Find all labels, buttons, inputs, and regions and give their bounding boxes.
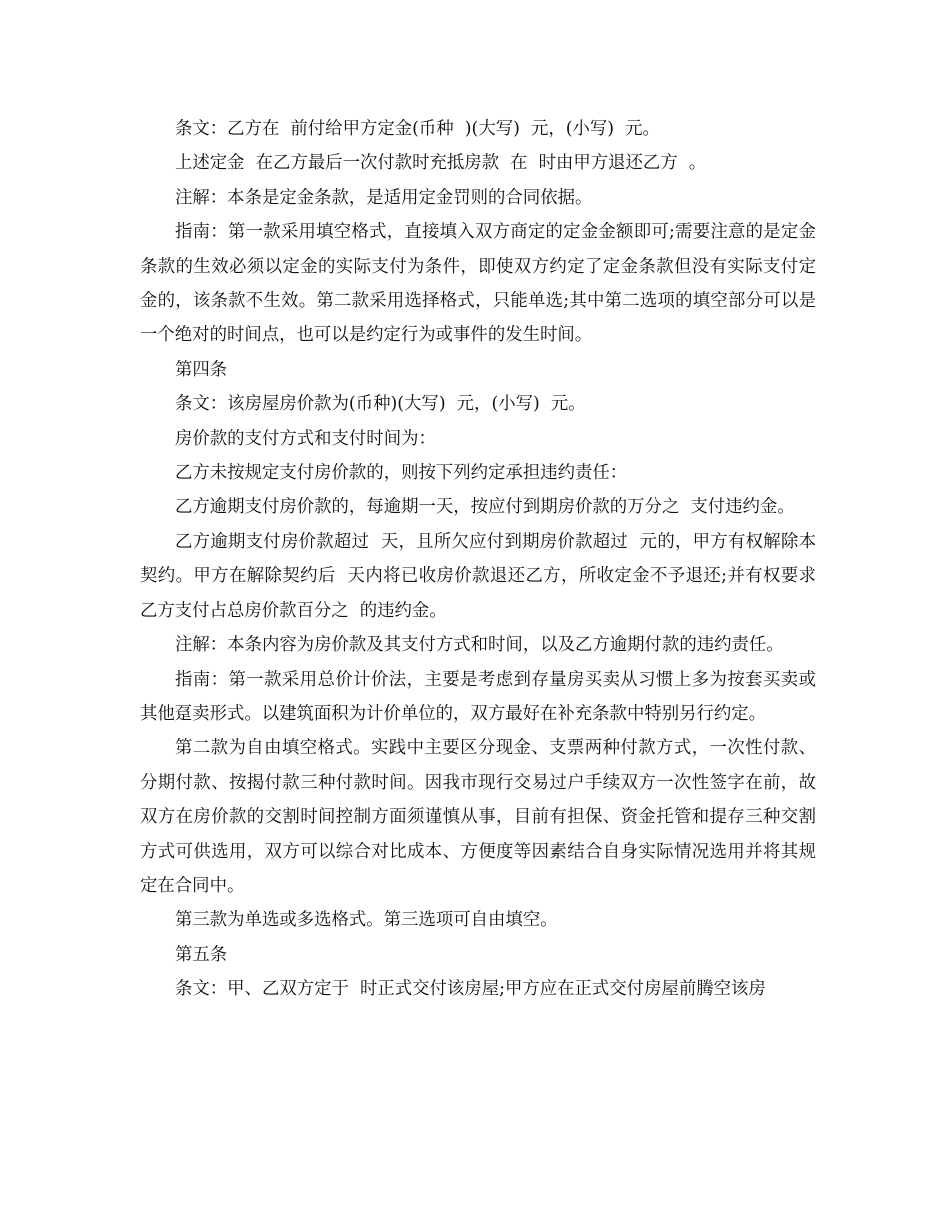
- breach-intro-text: 乙方未按规定支付房价款的，则按下列约定承担违约责任：: [175, 463, 628, 484]
- price-clause-text: 条文：该房屋房价款为(币种)(大写) 元，(小写) 元。: [175, 394, 586, 415]
- deposit-offset-text: 上述定金 在乙方最后一次付款时充抵房款 在 时由甲方退还乙方 。: [175, 153, 707, 174]
- deposit-note: 注解：本条是定金条款，是适用定金罚则的合同依据。: [175, 187, 593, 208]
- deposit-clause-text: 条文：乙方在 前付给甲方定金(币种 )(大写) 元，(小写) 元。: [175, 119, 660, 139]
- late-payment-penalty: 乙方逾期支付房价款的，每逾期一天，按应付到期房价款的万分之 支付违约金。: [175, 497, 795, 518]
- document-page: [140, 112, 816, 1007]
- third-clause-guide: 第三款为单选或多选格式。第三选项可自由填空。: [175, 910, 558, 931]
- payment-method-text: 房价款的支付方式和支付时间为：: [175, 428, 436, 449]
- deposit-guide: 指南：第一款采用填空格式，直接填入双方商定的定金金额即可;需要注意的是定金条款的生效必须以定金的实际支付为条件，即使双方约定了定金条款但没有实际支付定金的，该条款不生效。第二款采用选择格式，只能单选;其中第二选项的填空部分可以是一个绝对的时间点，也可以是约定行为或事件的发生时间。: [140, 222, 816, 346]
- article-4-heading: 第四条: [175, 359, 228, 380]
- article-5-heading: 第五条: [175, 944, 228, 965]
- price-note: 注解：本条内容为房价款及其支付方式和时间，以及乙方逾期付款的违约责任。: [175, 635, 784, 656]
- contract-termination-text: 乙方逾期支付房价款超过 天，且所欠应付到期房价款超过 元的，甲方有权解除本契约。甲方在解除契约后 天内将已收房价款退还乙方，所收定金不予退还;并有权要求乙方支付占总房价款百分之 的违约金。: [140, 531, 816, 621]
- price-guide: 指南：第一款采用总价计价法，主要是考虑到存量房买卖从习惯上多为按套买卖或其他趸卖形式。以建筑面积为计价单位的，双方最好在补充条款中特别另行约定。: [140, 669, 816, 724]
- second-clause-guide: 第二款为自由填空格式。实践中主要区分现金、支票两种付款方式，一次性付款、分期付款、按揭付款三种付款时间。因我市现行交易过户手续双方一次性签字在前，故双方在房价款的交割时间控制方面须谨慎从事，目前有担保、资金托管和提存三种交割方式可供选用，双方可以综合对比成本、方便度等因素结合自身实际情况选用并将其规定在合同中。: [140, 738, 816, 896]
- delivery-clause-text: 条文：甲、乙双方定于 时正式交付该房屋;甲方应在正式交付房屋前腾空该房: [175, 979, 766, 1000]
